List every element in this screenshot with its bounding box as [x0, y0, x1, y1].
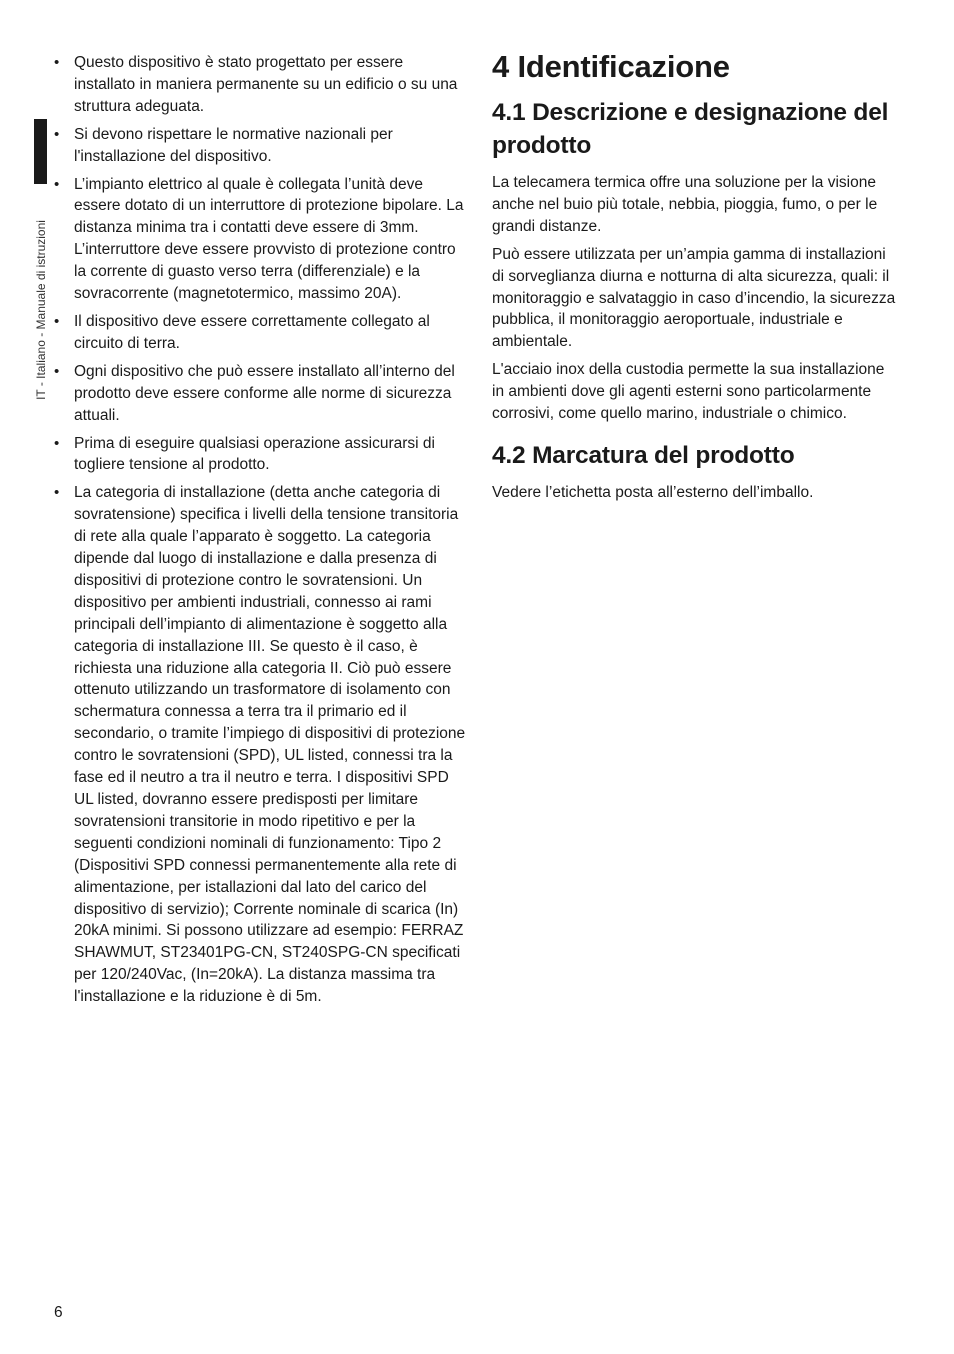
list-item-text: Questo dispositivo è stato progettato per essere installato in maniera permanente su un edificio o su una struttura adeguata. [74, 54, 458, 115]
list-item [54, 52, 466, 118]
page-number: 6 [54, 1304, 63, 1321]
bullet-icon: • [54, 54, 60, 71]
list-item-text: Ogni dispositivo che può essere installato all’interno del prodotto deve essere conforme alle norme di sicurezza attuali. [74, 362, 455, 424]
list-item [54, 174, 466, 305]
list-item-text: Prima di eseguire qualsiasi operazione assicurarsi di togliere tensione al prodotto. [74, 434, 435, 474]
side-manual-label: IT - Italiano - Manuale di istruzioni [34, 220, 48, 400]
paragraph: La telecamera termica offre una soluzione per la visione anche nel buio più totale, nebbia, pioggia, fumo, o per le grandi distanze. [492, 174, 878, 235]
bullet-icon: • [54, 312, 60, 330]
list-item [54, 361, 466, 427]
bullet-icon: • [54, 175, 60, 193]
list-item [54, 124, 466, 168]
list-item-text: La categoria di installazione (detta anche categoria di sovratensione) specifica i livelli della tensione transitoria di rete alla quale l’apparato è soggetto. La categoria dipende dal luogo di installazione e dalla presenza di dispositivi di protezione contro le sovratensioni. Un dispositivo per ambienti industriali, connesso ai rami principali dell’impianto di alimentazione è soggetto alla categoria di installazione III. Se questo è il caso, è richiesta una riduzione alla categoria II. Ciò può essere ottenuto utilizzando un trasformatore di isolamento con schermatura connessa a terra tra il primario ed il secondario, o tramite l’impiego di dispositivi di protezione contro le sovratensioni (SPD), UL listed, connessi tra la fase ed il neutro a tra il neutro e terra. I dispositivi SPD UL listed, dovranno essere predisposti per limitare sovratensioni transitorie in modo ripetitivo e per la seguenti condizioni nominali di funzionamento: Tipo 2 (Dispositivi SPD connessi permanentemente alla rete di alimentazione, per istallazioni dal lato del carico del dispositivo di servizio); Corrente nominale di scarica (In) 20kA minimi. Si possono utilizzare ad esempio: FERRAZ SHAWMUT, ST23401PG-CN, ST240SPG-CN specificati per 120/240Vac, (In=20kA). La distanza massima tra l'installazione e la riduzione è di 5m. [74, 484, 466, 1006]
list-item-text: Si devono rispettare le normative nazionali per l'installazione del dispositivo. [74, 125, 393, 165]
safety-bullet-list [54, 52, 466, 1008]
list-item-text: L’impianto elettrico al quale è collegata l’unità deve essere dotato di un interruttore di protezione bipolare. La distanza minima tra i contatti deve essere di 3mm. L’interruttore deve essere provvisto di protezione contro la corrente di guasto verso terra (differenziale) e la sovracorrente (magnetotermico, massimo 20A). [74, 175, 464, 303]
paragraph: L'acciaio inox della custodia permette la sua installazione in ambienti dove gli agenti esterni sono particolarmente corrosivi, come quello marino, industriale o chimico. [492, 361, 885, 423]
safety-notes-column [54, 52, 466, 1014]
subsection-title-description: 4.1 Descrizione e designazione del prodotto [492, 99, 889, 159]
bullet-icon: • [54, 484, 60, 502]
list-item [54, 433, 466, 477]
bullet-icon: • [54, 125, 60, 143]
identification-column [492, 48, 896, 510]
bullet-icon: • [54, 434, 60, 452]
list-item [54, 482, 466, 1008]
list-item-text: Il dispositivo deve essere correttamente collegato al circuito di terra. [74, 312, 430, 352]
bullet-icon: • [54, 362, 60, 380]
section-title: 4 Identificazione [492, 49, 730, 84]
subsection-title-marking: 4.2 Marcatura del prodotto [492, 441, 795, 469]
side-tab-marker [34, 119, 47, 184]
list-item [54, 311, 466, 355]
paragraph: Può essere utilizzata per un’ampia gamma di installazioni di sorveglianza diurna e notturna di alta sicurezza, quali: il monitoraggio e salvataggio in caso d’incendio, la sicurezza pubblica, il monitoraggio aeroportuale, industriale e ambientale. [492, 245, 896, 351]
paragraph: Vedere l’etichetta posta all’esterno dell’imballo. [492, 483, 814, 501]
